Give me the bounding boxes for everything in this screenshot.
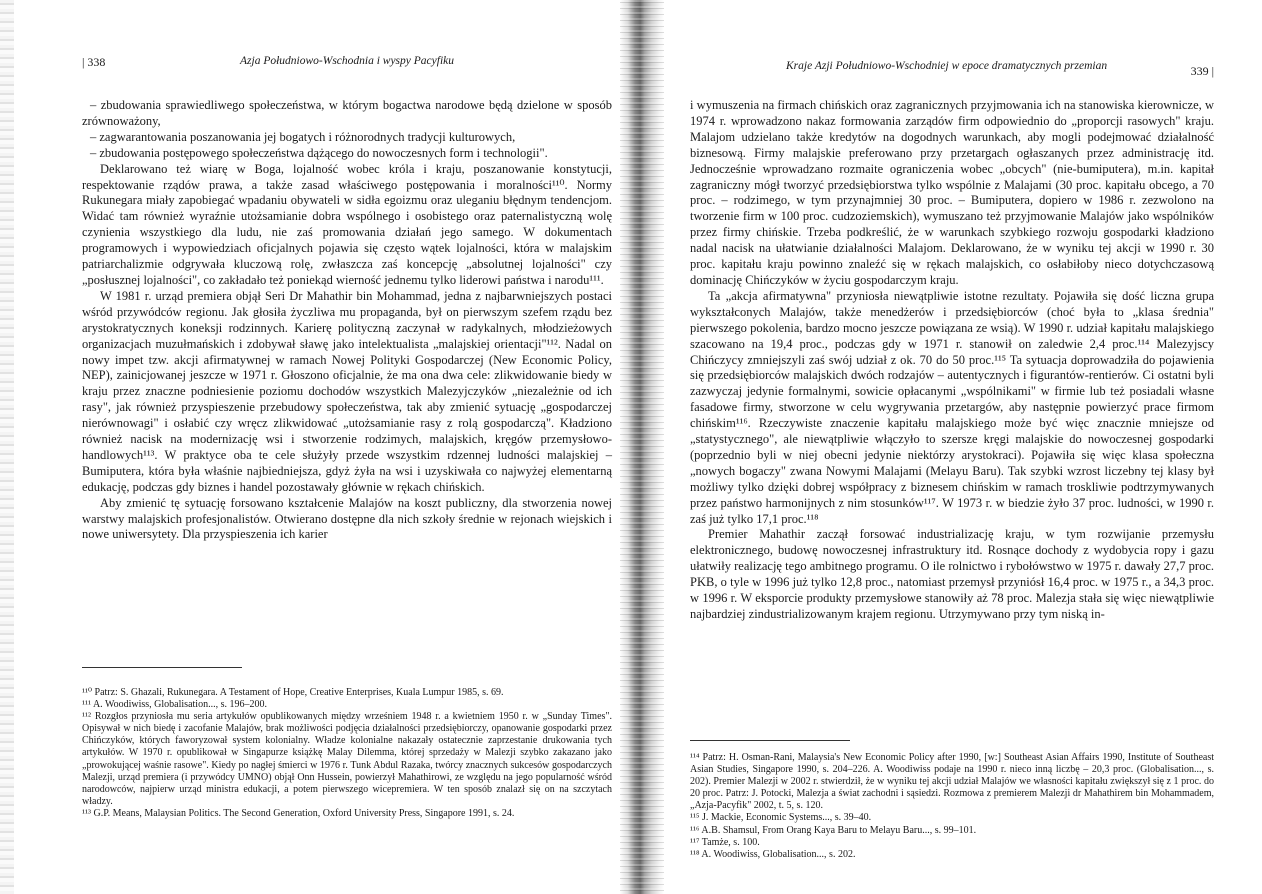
running-head-right: [690, 55, 1214, 78]
footnotes-right: [690, 752, 1214, 861]
paragraph: – zbudowania sprawiedliwego społeczeństwa, w którym bogactwa narodowe będą dzielone w sposób zrównoważony,: [82, 98, 612, 128]
body-text-left: [82, 98, 612, 543]
footnotes-left: [82, 687, 612, 820]
paragraph: i wymuszenia na firmach chińskich oraz zagranicznych przyjmowania ich na stanowiska kierownicze, w 1974 r. wprowadzono nakaz formowania zarządów firm odpowiednio do „proporcji rasowych" kraju. Malajom udzielano także kredytów na dogodnych warunkach, aby mogli podejmować działalność biznesową. Firmy malajskie preferowano przy przetargach ogłaszanych przez administrację itd. Jednocześnie wprowadzano rozmaite ograniczenia wobec „obcych" (nie-bumiputera), m.in. kapitał zagraniczny mógł tworzyć przedsiębiorstwa tylko wspólnie z Malajami (30 proc. kapitału obcego, a 70 proc. – rodzimego, w tym przynajmniej 30 proc. – Bumiputera, dopiero w 1986 r. zezwolono na tworzenie firm w 100 proc. cudzoziemskich), wymuszano też przyjmowanie Malajów jako wspólników przez firmy chińskie. Trzeba podkreślić, że w warunkach szybkiego rozwoju gospodarki kładziono nadal nacisk na ułatwianie działalności Malajom. Deklarowano, że w wyniku tej akcji w 1990 r. 30 proc. kapitału kraju powinno znaleźć się w rękach malajskich, co osłabiłoby nieco dotychczasową dominację Chińczyków w życiu gospodarczym kraju.: [690, 98, 1214, 287]
paragraph: Aby zmienić tę sytuację forsowano kształcenie Malajów na koszt publiczny, dla stworzenia nowej warstwy malajskich profesjonalistów. Otwierano dostępne dla nich szkoły średnie w rejonach wiejskich i nowe uniwersytety. Dla przyspieszenia ich karier: [82, 495, 612, 542]
footnote-rule-right: [690, 740, 850, 741]
running-title-right: Kraje Azji Południowo-Wschodniej w epoce dramatycznych przemian: [786, 60, 1108, 72]
book-gutter: [620, 0, 664, 894]
running-title-left: Azja Południowo-Wschodnia i wyspy Pacyfiku: [240, 55, 454, 67]
page-number-left: | 338: [82, 55, 106, 69]
paragraph: – zbudowania postępowego społeczeństwa dążącego do nowoczesnych form i technologii".: [90, 145, 548, 160]
footnote: ¹¹⁴ Patrz: H. Osman-Rani, Malaysia's New Economic Policy after 1990, [w:] Southeast Asian Affairs 1990, Institute of Southeast Asian Studies, Singapore 1990, s. 204–226. A. Woodiwiss podaje na 1990 r. nieco inną liczbę – 20,3 proc. (Globalisation..., s. 202). Premier Malezji w 2002 r. stwierdził, że w wyniku tej akcji udział Malajów we własności kapitału zwiększył się z 1 proc. do 20 proc. Patrz: J. Potocki, Malezja a świat zachodni i sąsiedzi. Rozmowa z premierem Malezji dr Mahathirem bin Mohammadem, „Azja-Pacyfik" 2002, t. 5, s. 120.: [690, 752, 1214, 812]
footnote: ¹¹² Rozgłos przyniosła mu seria artykułów opublikowanych między wrześniem 1948 r. a kwietniem 1950 r. w „Sunday Times". Opisywał w nich biedę i zacofanie Malajów, brak możliwości podjęcia działalności przedsiębiorczy, opanowanie gospodarki przez Chińczyków, których faworyzował system kolonialny. Władze kolonialne nakazały ostatecznie zaprzestanie drukowania tych artykułów. W 1970 r. opublikował w Singapurze książkę Malay Dilemma, której sprzedaży w Malezji szybko zakazano jako „prowokującej waśnie rasowe". Kiedy po nagłej śmierci w 1976 r. Tunk Abdul Razaka, twórcy znacznych sukcesów gospodarczych Malezji, urząd premiera (i przywódcy UMNO) objął Onn Hussein, powierzył Mahathirowi, ze względu na jego popularność wśród narodowców, najpierw urząd ministra edukacji, a potem pierwszego wicepremiera. W ten sposób znalazł się on na szczytach władzy.: [82, 711, 612, 807]
footnote: ¹¹⁸ A. Woodiwiss, Globalisation..., s. 202.: [690, 848, 856, 860]
paragraph: W 1981 r. urząd premiera objął Seri Dr Mahathir bin Mohammad, jedna z najbarwniejszych postaci wśród przywódców regionu. Jak głosiła życzliwa mu propaganda, był on pierwszym szefem rządu bez arystokratycznych koneksji rodzinnych. Karierę polityczną zaczynał w radykalnych, młodzieżowych organizacjach muzułmańskich i zdobywał sławę jako intelektualista „malajskiej orientacji"¹¹². Nadal on nowy impet tzw. akcji afirmatywnej w ramach Nowej Polityki Gospodarczej (New Economic Policy, NEP), zainicjowanej jeszcze w 1971 r. Głoszono oficjalnie, że ma ona dwa cele: zlikwidowanie biedy w kraju przez znaczne podniesienie poziomu dochodów wszystkich Malezyjczyków „niezależnie od ich rasy", jak również przyspieszenie przebudowy społeczeństwa, tak aby zmienić sytuację „gospodarczej nierównowagi" i osłabić czy wręcz zlikwidować „utożsamianie rasy z rolą gospodarczą". Kładziono również nacisk na modernizację wsi i stworzenie rodzimych, malajskich, kręgów przemysłowo-handlowych¹¹³. W praktyce oba te cele służyły przede wszystkim rdzennej ludności malajskiej – Bumiputera, która była właśnie najbiedniejsza, gdyż żyła na wsi i uzyskiwała co najwyżej elementarną edukację, podczas gdy biznes i handel pozostawały głównie w rękach chińskich.: [82, 288, 612, 494]
scan-edge-left: [0, 0, 14, 894]
running-head-left: [82, 55, 612, 73]
footnote: ¹¹⁰ Patrz: S. Ghazali, Rukunegara. A Testament of Hope, Creative Enterprises, Kuala Lumpur 1985, s. 69.: [82, 687, 504, 698]
paragraph: Premier Mahathir zaczął forsować industrializację kraju, w tym rozwijanie przemysłu elektronicznego, budowę nowoczesnej infrastruktury itd. Rosnące dochody z wydobycia ropy i gazu ułatwiły realizację tego ambitnego programu. O ile rolnictwo i rybołówstwo w 1975 r. dawały 27,7 proc. PKB, o tyle w 1996 już tylko 12,8 proc., natomiast przemysł przyniósł 16,4 proc. w 1975 r., a 34,3 proc. w 1996 r. W eksporcie produkty przemysłowe stanowiły aż 78 proc. Malezja stała się więc niewątpliwie najbardziej zindustrializowanym krajem regionu. Utrzymywano przy tym niską in-: [690, 527, 1214, 621]
footnote: ¹¹³ G.P. Means, Malaysian Politics. The Second Generation, Oxford University Press, Singapore 1991, s. 24.: [82, 807, 515, 819]
right-page: [690, 0, 1214, 894]
footnote: ¹¹⁵ J. Mackie, Economic Systems..., s. 39–40.: [690, 812, 872, 824]
paragraph: Ta „akcja afirmatywna" przyniosła niewątpliwie istotne rezultaty. Pojawiła się dość liczna grupa wykształconych Malajów, także menedżerów i przedsiębiorców (choć była to „klasa średnia" pierwszego pokolenia, bardzo mocno jeszcze powiązana ze wsią). W 1990 r. udział kapitału malajskiego szacowano na 19,4 proc., podczas gdy w 1971 r. stanowił on zaledwie 2,4 proc.¹¹⁴ Malezyjscy Chińczycy zmniejszyli zaś swój udział z ok. 70 do 50 proc.¹¹⁵ Ta sytuacja doprowadziła do pojawienia się przedsiębiorców malajskich dwóch rodzajów – autentycznych i figurantów-rentierów. Ci ostatni byli zazwyczaj jedynie formalnymi, sowicie opłacanymi „wspólnikami" w firmie lub też posiadali własne fasadowe firmy, stworzone w celu wygrywania przetargów, aby następnie powierzyć prace firmom chińskim¹¹⁶. Rzeczywiste znaczenie kapitału malajskiego może być więc znacznie mniejsze od „statystycznego", ale niewątpliwie włączyło to szersze kręgi malajskie do nowoczesnej gospodarki (poprzednio byli w niej obecni jedynie niektórzy arystokraci). Pojawiła się więc klasa społeczna „nowych bogaczy" zwana Nowymi Malajami (Melayu Baru). Tak szybki wzrost liczebny tej klasy był możliwy tylko dzięki dobrej współpracy z biznesem chińskim w ramach troskliwie podtrzymywanych przez państwo harmonijnych z nim stosunków¹¹⁷. W 1973 r. w biedzie żyło 37 proc. ludności, w 1990 r. zaś już tylko 17,1 proc.¹¹⁸: [690, 288, 1214, 526]
left-page: [82, 0, 612, 894]
page-number-right: 339 |: [1190, 64, 1214, 78]
footnote: ¹¹⁷ Tamże, s. 100.: [690, 836, 760, 848]
paragraph: Deklarowano też wiarę w Boga, lojalność wobec króla i kraju, poszanowanie konstytucji, respektowanie rządów prawa, a także zasad właściwego postępowania i moralności¹¹⁰. Normy Rukunegara miały zapobiegać wpadaniu obywateli w sidła egoizmu oraz uleganiu błędnym tendencjom. Widać tam również wyraźnie utożsamianie dobra wspólnego i osobistego oraz paternalistyczną wolę czynienia wszystkiego dla ludu, nie zaś promowania działań jego samego. W dokumentach programowych i wypowiedziach oficjalnych pojawia się często wątek lojalności, która w malajskim patriarchalizmie odgrywała kluczową rolę, zwłaszcza zaś koncepcję „absolutnej lojalności" czy „posłusznej lojalności", co zakładało też poniekąd wierność jednemu tylko liderowi państwa i narodu¹¹¹.: [82, 161, 612, 287]
paragraph: – zagwarantowania poszanowania jej bogatych i różnorodnych tradycji kulturowych,: [90, 129, 516, 144]
body-text-right: [690, 98, 1214, 623]
footnote: ¹¹¹ A. Woodiwiss, Globalisation..., s. 196–200.: [82, 699, 267, 711]
footnote-rule-left: [82, 667, 242, 668]
footnote: ¹¹⁶ A.B. Shamsul, From Orang Kaya Baru to Melayu Baru..., s. 99–101.: [690, 824, 977, 836]
